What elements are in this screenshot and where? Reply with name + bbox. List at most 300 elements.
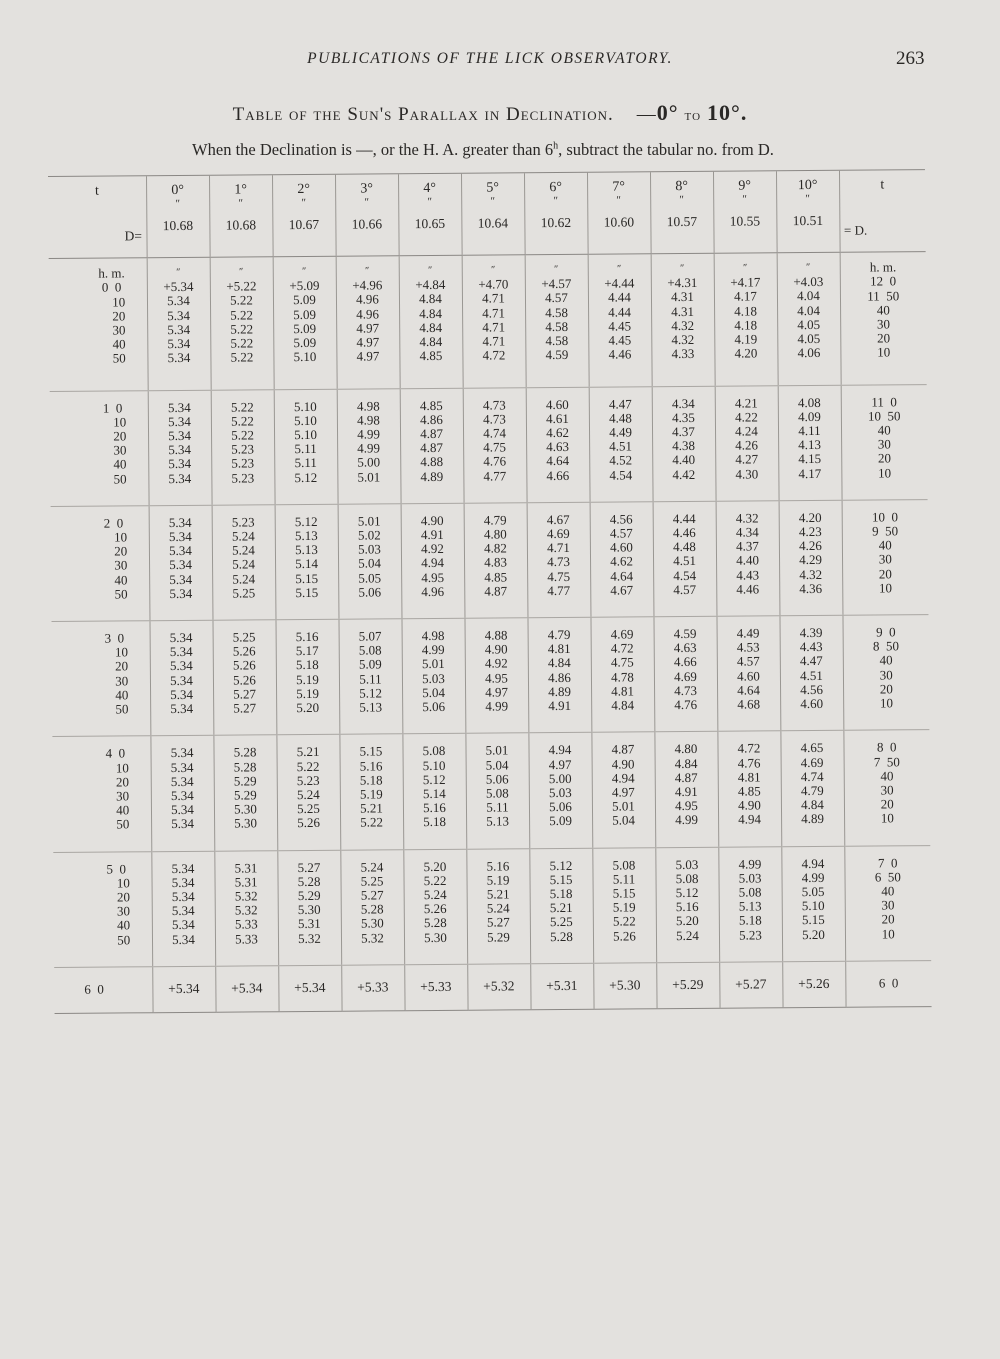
hour-angle-label: 30: [113, 442, 127, 458]
parallax-value: 5.34: [170, 773, 194, 789]
hour-angle-label-right: 40: [876, 302, 890, 318]
parallax-value: 5.20: [423, 858, 447, 874]
parallax-value: 4.76: [737, 754, 761, 771]
hour-angle-cell-right: [843, 730, 930, 846]
parallax-value: 5.04: [612, 812, 636, 828]
second-mark: ″: [427, 196, 433, 209]
column-d-value: 10.68: [225, 217, 257, 234]
parallax-value: 5.01: [485, 742, 509, 758]
hour-angle-label: 40: [114, 571, 128, 588]
parallax-value: 5.34: [169, 658, 193, 674]
hour-angle-label-right: 7 50: [873, 753, 900, 770]
value-cell: [212, 620, 276, 736]
hour-angle-label: 50: [116, 816, 130, 832]
parallax-value: 4.57: [673, 581, 697, 597]
parallax-value: 4.87: [611, 741, 635, 757]
parallax-value: 4.89: [801, 811, 825, 827]
hour-angle-cell-right: [841, 384, 928, 500]
hour-angle-cell: [51, 621, 150, 737]
parallax-value: 4.58: [545, 318, 569, 334]
parallax-value: 5.27: [233, 700, 257, 716]
parallax-value: 5.34: [168, 514, 192, 530]
parallax-value: 4.45: [608, 332, 632, 348]
value-cell: [213, 735, 277, 851]
parallax-value: 5.16: [675, 899, 699, 915]
parallax-value: 5.22: [360, 814, 384, 830]
hour-angle-label-right: 11 0: [871, 393, 897, 410]
parallax-value: 5.04: [358, 555, 381, 571]
parallax-value: 5.09: [549, 813, 573, 829]
parallax-value: 5.30: [234, 801, 257, 817]
hour-angle-label: 20: [116, 889, 130, 905]
parallax-value: 4.47: [608, 395, 632, 412]
value-cell: [400, 388, 464, 504]
parallax-value: 4.99: [485, 698, 509, 714]
parallax-value: 4.18: [734, 303, 758, 319]
value-cell: [214, 850, 278, 966]
parallax-value: 5.34: [167, 413, 191, 429]
second-mark: ″: [616, 194, 622, 207]
hour-angle-label-right: 40: [877, 422, 891, 438]
hour-angle-label: 10: [114, 644, 129, 660]
column-degree: 2°: [297, 181, 310, 198]
hour-angle-label-right: 30: [879, 667, 893, 683]
column-d-value: 10.51: [792, 213, 824, 229]
column-degree: 9°: [738, 178, 751, 194]
table-block: [49, 252, 927, 391]
column-degree: 4°: [423, 180, 436, 197]
subtitle-text-a: When the Declination is —, or the H. A. greater than 6: [192, 140, 554, 159]
parallax-value: 4.73: [547, 554, 570, 570]
parallax-value: 5.26: [423, 901, 447, 917]
parallax-value: 4.75: [483, 439, 507, 455]
parallax-value: 5.03: [548, 784, 572, 800]
parallax-value: 4.98: [356, 397, 380, 414]
parallax-value: 5.31: [297, 916, 321, 932]
hour-angle-label: 2 0: [103, 515, 124, 531]
parallax-value: 4.40: [672, 452, 696, 468]
hour-angle-label: 5 0: [106, 860, 126, 877]
column-d-value: 10.62: [540, 215, 572, 231]
hour-angle-label: 30: [114, 557, 128, 573]
parallax-value: 5.15: [801, 912, 825, 928]
value-cell: [275, 619, 339, 735]
parallax-value: 5.08: [612, 856, 636, 873]
value-cell: [403, 849, 467, 965]
parallax-value: 4.32: [799, 566, 823, 582]
parallax-value: 4.51: [800, 667, 823, 683]
parallax-value: 5.06: [422, 698, 446, 715]
parallax-value: 5.34: [168, 441, 192, 458]
parallax-value: 5.23: [231, 469, 255, 486]
parallax-value: 4.69: [610, 626, 634, 642]
parallax-value: 4.57: [545, 290, 568, 306]
parallax-value: 4.96: [356, 305, 380, 322]
parallax-value: 4.20: [798, 509, 822, 525]
second-mark: ″: [364, 196, 370, 209]
value-cell: [464, 503, 528, 619]
hour-angle-label-right: 40: [879, 652, 893, 668]
parallax-value: +5.30: [593, 963, 656, 1010]
parallax-value: 4.75: [547, 568, 571, 584]
hour-angle-label-right: 10 50: [867, 408, 901, 424]
parallax-value: 5.12: [549, 857, 573, 873]
parallax-value: 4.66: [673, 654, 697, 670]
parallax-value: +5.27: [719, 962, 782, 1009]
value-cell: [401, 618, 465, 734]
parallax-value: 5.12: [294, 469, 318, 485]
subtitle-sup: h: [553, 140, 559, 152]
parallax-value: 5.34: [171, 860, 195, 876]
hour-angle-label-right: 10: [878, 580, 893, 596]
column-d-value: 10.55: [729, 213, 761, 230]
parallax-value: 5.34: [171, 903, 195, 919]
parallax-value: 4.54: [673, 567, 697, 583]
value-cell: [529, 848, 593, 964]
parallax-value: 4.54: [609, 466, 633, 483]
parallax-value: 4.09: [797, 408, 821, 424]
parallax-value: 4.61: [545, 410, 569, 426]
parallax-value: 5.26: [232, 643, 256, 659]
parallax-value: 5.09: [293, 306, 317, 322]
hour-angle-label-right: 30: [877, 436, 891, 452]
second-mark: ″: [239, 266, 244, 278]
parallax-value: 5.15: [612, 885, 636, 901]
hour-angle-label-right: 10: [878, 464, 892, 481]
hour-angle-label: 0 0: [101, 279, 122, 295]
parallax-value: +4.31: [667, 275, 698, 291]
parallax-value: 4.60: [609, 539, 633, 555]
table-title-to: to: [684, 107, 702, 124]
parallax-value: 5.03: [358, 541, 381, 557]
hour-angle-label-right: 20: [881, 911, 895, 927]
parallax-value: 4.81: [611, 683, 634, 699]
parallax-value: 4.68: [737, 696, 761, 712]
parallax-value: 4.23: [798, 523, 822, 540]
parallax-value: 5.34: [172, 931, 195, 947]
parallax-value: 4.53: [736, 639, 760, 655]
parallax-value: 4.97: [356, 320, 380, 336]
column-header: [398, 173, 462, 256]
value-cell: [779, 500, 843, 616]
parallax-value: 5.34: [170, 686, 194, 702]
parallax-value: 5.24: [676, 927, 699, 943]
parallax-value: 4.48: [608, 410, 632, 426]
parallax-value: 5.02: [357, 527, 381, 543]
parallax-value: 4.98: [356, 412, 380, 428]
parallax-value: 4.97: [356, 348, 380, 364]
parallax-value: 4.86: [548, 669, 571, 685]
parallax-value: 5.26: [613, 927, 636, 944]
parallax-value: 4.91: [548, 697, 572, 714]
parallax-value: 4.95: [485, 670, 508, 686]
parallax-value: 5.19: [612, 899, 636, 915]
value-cell: [718, 846, 782, 962]
parallax-value: 4.87: [420, 440, 444, 456]
parallax-value: 4.67: [546, 511, 570, 527]
hour-angle-label-right: 30: [876, 316, 890, 332]
parallax-value: 4.31: [671, 303, 695, 319]
hour-angle-label: 20: [112, 308, 126, 324]
hour-angle-label-right: 40: [878, 537, 892, 553]
second-mark: ″: [617, 263, 622, 275]
parallax-value: 4.26: [735, 437, 759, 453]
parallax-value: 4.73: [482, 396, 506, 413]
parallax-value: 4.63: [673, 640, 697, 656]
hour-angle-label: 10: [112, 293, 126, 310]
parallax-value: 5.10: [293, 349, 317, 365]
parallax-value: 4.43: [799, 639, 823, 655]
table-title-from: 0°: [656, 100, 679, 125]
table-block: [52, 730, 930, 852]
parallax-value: 5.31: [234, 859, 258, 876]
parallax-value: 5.18: [295, 657, 319, 673]
parallax-value: +5.09: [289, 278, 320, 294]
parallax-value: 4.94: [548, 742, 572, 758]
parallax-value: 5.08: [422, 743, 446, 759]
parallax-value: 4.35: [671, 409, 695, 425]
parallax-value: 5.23: [231, 514, 255, 530]
column-d-value: 10.65: [414, 216, 446, 232]
parallax-value: 4.84: [419, 291, 442, 307]
parallax-value: 5.24: [486, 900, 510, 916]
parallax-value: 5.28: [550, 928, 573, 944]
parallax-value: +4.84: [415, 277, 446, 293]
parallax-value: 4.29: [799, 552, 822, 568]
parallax-value: 4.85: [419, 397, 443, 413]
parallax-value: 5.22: [230, 413, 254, 429]
parallax-value: 4.69: [546, 525, 570, 542]
hour-angle-label: 30: [116, 903, 131, 919]
parallax-value: 4.88: [420, 454, 444, 470]
value-cell: [276, 735, 340, 851]
parallax-value: 4.67: [610, 582, 634, 598]
page-number: 263: [896, 48, 925, 69]
t-label-right: t: [880, 177, 885, 193]
hour-angle-label: 50: [114, 586, 128, 602]
hour-angle-label: 4 0: [105, 745, 126, 761]
value-cell: [338, 619, 402, 735]
parallax-value: 5.34: [170, 745, 194, 761]
value-cell: [339, 734, 403, 850]
parallax-value: 5.12: [422, 771, 446, 787]
parallax-value: 5.28: [233, 758, 257, 775]
column-degree: 5°: [486, 180, 499, 196]
parallax-value: +5.34: [278, 965, 341, 1012]
value-cell: [655, 847, 719, 963]
parallax-value: 4.60: [545, 396, 569, 412]
parallax-value: 4.91: [420, 526, 444, 543]
parallax-value: 4.84: [419, 319, 443, 335]
parallax-value: 4.76: [483, 453, 507, 469]
parallax-value: 5.10: [422, 757, 446, 773]
parallax-value: 5.34: [167, 399, 191, 415]
parallax-value: 4.04: [797, 302, 821, 318]
value-cell: [653, 616, 717, 732]
parallax-value: 4.81: [547, 641, 571, 657]
value-cell: [337, 388, 401, 504]
parallax-value: 5.09: [358, 656, 382, 673]
value-cell: [210, 257, 274, 390]
parallax-value: 5.25: [232, 585, 256, 601]
parallax-value: 4.40: [736, 552, 759, 568]
parallax-value: 4.95: [675, 798, 698, 814]
parallax-value: 5.00: [548, 770, 572, 786]
value-cell: [401, 503, 465, 619]
hour-angle-label-right: 30: [881, 897, 895, 913]
value-cell: [654, 732, 718, 848]
hour-angle-label-right: 6 50: [874, 869, 901, 885]
column-header: [776, 170, 840, 253]
parallax-value: 5.34: [170, 672, 193, 688]
parallax-value: 4.37: [672, 423, 695, 440]
parallax-value: 5.15: [359, 743, 383, 759]
value-cell: [651, 253, 715, 386]
parallax-value: 5.28: [297, 873, 321, 889]
parallax-value: 5.27: [233, 686, 257, 702]
parallax-value: 4.79: [800, 782, 824, 799]
parallax-value: 4.59: [673, 625, 697, 642]
value-cell: [528, 733, 592, 849]
parallax-value: +4.44: [604, 275, 635, 291]
parallax-value: 5.34: [167, 350, 191, 366]
parallax-value: 5.34: [171, 874, 195, 890]
table-subtitle: [0, 140, 966, 160]
hour-angle-label: 40: [115, 687, 129, 703]
parallax-value: 5.32: [234, 888, 258, 904]
parallax-value: 4.62: [546, 424, 569, 441]
hour-angle-label-right: 12 0: [870, 273, 897, 289]
hour-angle-label-right: 7 0: [877, 854, 898, 871]
parallax-value: 5.15: [295, 570, 319, 586]
parallax-value: +5.32: [467, 964, 530, 1011]
value-cell: [462, 255, 526, 388]
parallax-value: 5.28: [423, 915, 447, 931]
parallax-value: 4.56: [800, 681, 823, 697]
second-mark: ″: [554, 264, 559, 276]
value-cell: [589, 386, 653, 502]
hour-angle-label-right: 20: [878, 565, 892, 582]
hour-angle-label-right: 10: [881, 925, 895, 942]
parallax-value: 4.44: [672, 510, 696, 526]
parallax-value: 5.19: [296, 685, 320, 701]
column-header: [524, 172, 588, 255]
parallax-value: 5.19: [296, 671, 319, 687]
parallax-value: 5.08: [485, 785, 509, 801]
hour-angle-label: 50: [113, 470, 127, 487]
parallax-value: 4.71: [482, 333, 506, 349]
parallax-value: 5.10: [294, 426, 317, 442]
value-cell: [465, 733, 529, 849]
parallax-value: 5.34: [171, 801, 194, 818]
parallax-table: [48, 169, 932, 1014]
parallax-value: 5.34: [168, 427, 191, 443]
parallax-value: 4.27: [735, 451, 759, 467]
parallax-value: +4.96: [352, 277, 383, 293]
parallax-value: 5.09: [293, 292, 316, 308]
parallax-value: 4.85: [737, 783, 761, 799]
parallax-value: +4.03: [793, 274, 824, 290]
parallax-value: +5.34: [163, 279, 194, 295]
second-mark: ″: [806, 262, 811, 274]
parallax-value: 4.49: [609, 424, 632, 440]
value-cell: [780, 731, 844, 847]
parallax-value: 5.23: [739, 926, 762, 943]
hour-angle-label: 30: [116, 788, 130, 804]
subtitle-text-b: , subtract the tabular no. from D.: [558, 140, 774, 159]
parallax-value: 4.11: [798, 422, 821, 439]
parallax-value: 5.22: [230, 306, 254, 323]
parallax-value: 5.34: [170, 759, 194, 775]
parallax-value: 4.46: [608, 346, 632, 362]
parallax-value: +5.33: [404, 964, 467, 1011]
second-mark: ″: [743, 262, 748, 274]
parallax-value: 4.65: [800, 740, 824, 756]
parallax-value: 5.21: [549, 900, 573, 916]
second-mark: ″: [805, 193, 811, 206]
parallax-value: 5.15: [549, 871, 573, 887]
hour-angle-label: 40: [113, 456, 127, 472]
second-mark: ″: [302, 266, 307, 278]
parallax-value: 5.08: [738, 884, 762, 900]
parallax-value: 5.33: [234, 916, 258, 932]
parallax-value: 5.22: [231, 427, 254, 443]
parallax-value: 4.72: [482, 347, 506, 363]
parallax-value: 5.14: [295, 556, 318, 572]
parallax-value: 4.56: [609, 511, 633, 527]
parallax-value: 5.27: [486, 914, 510, 930]
parallax-value: 4.84: [611, 697, 635, 713]
parallax-value: 4.64: [610, 567, 634, 584]
parallax-value: 5.34: [167, 307, 191, 323]
hour-angle-cell-right: [844, 845, 931, 961]
parallax-value: 4.92: [421, 541, 444, 557]
parallax-value: 5.25: [360, 873, 384, 889]
parallax-value: 4.13: [798, 437, 822, 453]
column-d-value: 10.60: [603, 214, 635, 231]
parallax-value: 5.11: [486, 799, 509, 815]
parallax-value: 4.06: [797, 345, 821, 361]
column-d-value: 10.57: [666, 214, 698, 230]
value-cell: [715, 385, 779, 501]
parallax-value: 4.95: [421, 569, 445, 585]
hm-label-right: h. m.: [869, 259, 897, 275]
parallax-value: 5.34: [169, 543, 192, 559]
parallax-value: 5.20: [802, 926, 825, 942]
parallax-value: 5.01: [612, 798, 635, 814]
parallax-value: 4.96: [421, 583, 445, 599]
parallax-value: 4.86: [419, 411, 443, 427]
parallax-value: 4.76: [674, 696, 698, 713]
parallax-value: 5.29: [233, 773, 257, 789]
parallax-value: 5.13: [738, 898, 762, 914]
parallax-value: 4.38: [672, 438, 696, 454]
parallax-value: 4.05: [797, 330, 821, 347]
parallax-value: 4.96: [356, 291, 379, 307]
parallax-value: 5.11: [612, 871, 636, 887]
table-block: [51, 499, 929, 621]
parallax-value: 5.24: [232, 570, 256, 587]
parallax-value: 5.29: [487, 928, 510, 945]
value-cell: [716, 501, 780, 617]
parallax-value: 4.36: [799, 580, 823, 596]
value-cell: [464, 618, 528, 734]
parallax-value: 5.18: [738, 912, 762, 928]
parallax-value: 5.08: [358, 642, 382, 658]
parallax-value: 4.64: [737, 682, 760, 698]
second-mark: ″: [176, 267, 181, 279]
parallax-value: 4.51: [609, 438, 633, 454]
